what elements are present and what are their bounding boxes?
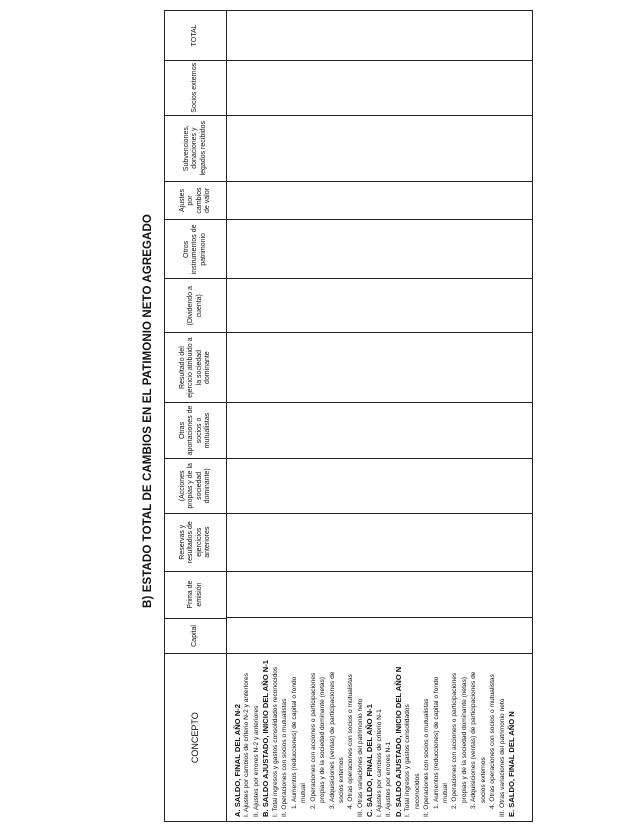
header-concepto: CONCEPTO: [165, 653, 226, 821]
concept-row: 2. Operaciones con acciones o participaciones: [309, 672, 317, 809]
dividendo-column: [227, 278, 532, 332]
concept-row: socios externos: [337, 757, 345, 803]
concept-row: 3. Adquisiciones (ventas) de participaciones de: [328, 671, 336, 809]
resultado-column: [227, 332, 532, 402]
concept-row: I. Total ingresos y gastos consolidados: [404, 704, 412, 817]
subvenciones-column: [227, 115, 532, 181]
otras-aportaciones-column: [227, 402, 532, 458]
concept-row: 2. Operaciones con acciones o participaciones: [451, 672, 459, 809]
concept-row: I. Ajustes por cambios de criterio N-1: [375, 709, 383, 817]
equity-changes-table: [164, 10, 533, 822]
concept-row: B. SALDO AJUSTADO, INICIO DEL AÑO N-1: [261, 660, 271, 817]
concept-row: mutual: [441, 783, 449, 803]
header-otras-aportaciones: Otras aportaciones de socios o mutualistas: [165, 402, 226, 458]
concept-row: I. Ajustes por cambios de criterio N-2 y anteriores: [243, 672, 251, 817]
concept-row: III. Otras variaciones del patrimonio neto: [356, 698, 364, 817]
rotated-page: [142, 0, 533, 822]
concept-row: I. Total ingresos y gastos consolidados reconocidos: [271, 666, 279, 817]
concept-row: 1. Aumentos (reducciones) de capital o fondo: [290, 676, 298, 809]
capital-column: [227, 618, 532, 654]
table-header-row: [164, 10, 227, 822]
concept-row: socios externos: [479, 757, 487, 803]
acciones-column: [227, 458, 532, 513]
header-otros-instrumentos: Otros instrumentos de patrimonio: [165, 219, 226, 278]
ajustes-column: [227, 181, 532, 220]
total-column: [227, 11, 532, 60]
concept-row: reconocidos: [413, 773, 421, 809]
concept-row: mutual: [300, 783, 308, 803]
concept-column: [227, 653, 532, 821]
header-total: TOTAL: [191, 24, 199, 47]
concept-row: propias y de la sociedad dominante (netas): [319, 676, 327, 803]
concept-row: 3. Adquisiciones (ventas) de participaciones de: [470, 671, 478, 809]
table-body: [227, 10, 533, 822]
header-prima: Prima de emisión: [165, 571, 226, 618]
concept-row: II. Ajustes por errores N-1: [385, 741, 393, 817]
concept-row: D. SALDO AJUSTADO, INICIO DEL AÑO N: [393, 666, 403, 817]
concept-row: E. SALDO, FINAL DEL AÑO N: [507, 711, 517, 817]
header-socios-externos: Socios externos: [165, 60, 226, 115]
header-ajustes: Ajustes por cambios de valor: [165, 181, 226, 220]
header-subvenciones: Subvenciones, donaciones y legados recibidos: [165, 115, 226, 181]
concept-row: III. Otras variaciones del patrimonio neto: [498, 698, 506, 817]
header-reservas: Reservas y resultados de ejercicios anteriores: [165, 513, 226, 571]
concept-row: C. SALDO, FINAL DEL AÑO N-1: [365, 704, 375, 817]
concept-row: II. Ajustes por errores N-2 y anteriores: [252, 705, 260, 817]
concept-row: propias y de la sociedad dominante (netas): [460, 676, 468, 803]
header-resultado: Resultado del ejercicio atribuido a la sociedad dominante: [165, 332, 226, 402]
concept-row: 4. Otras operaciones con socios o mutualistas: [347, 674, 355, 809]
prima-column: [227, 571, 532, 618]
header-acciones: (Acciones propias y de la sociedad dominante): [165, 458, 226, 513]
concept-row: 4. Otras operaciones con socios o mutualistas: [489, 674, 497, 809]
socios-externos-column: [227, 60, 532, 115]
reservas-column: [227, 513, 532, 571]
concept-row: II. Operaciones con socios o mutualistas: [281, 698, 289, 817]
concept-row: A. SALDO, FINAL DEL AÑO N-2: [233, 704, 242, 817]
page-title: B) ESTADO TOTAL DE CAMBIOS EN EL PATIMONIO NETO AGREGADO: [142, 214, 154, 608]
concept-row: 1. Aumentos (reducciones) de capital o fondo: [432, 676, 440, 809]
otros-instrumentos-column: [227, 219, 532, 278]
header-capital: Capital: [165, 618, 226, 654]
header-dividendo: (Dividendo a cuenta): [165, 278, 226, 332]
concept-row: II. Operaciones con socios o mutualistas: [423, 698, 431, 817]
